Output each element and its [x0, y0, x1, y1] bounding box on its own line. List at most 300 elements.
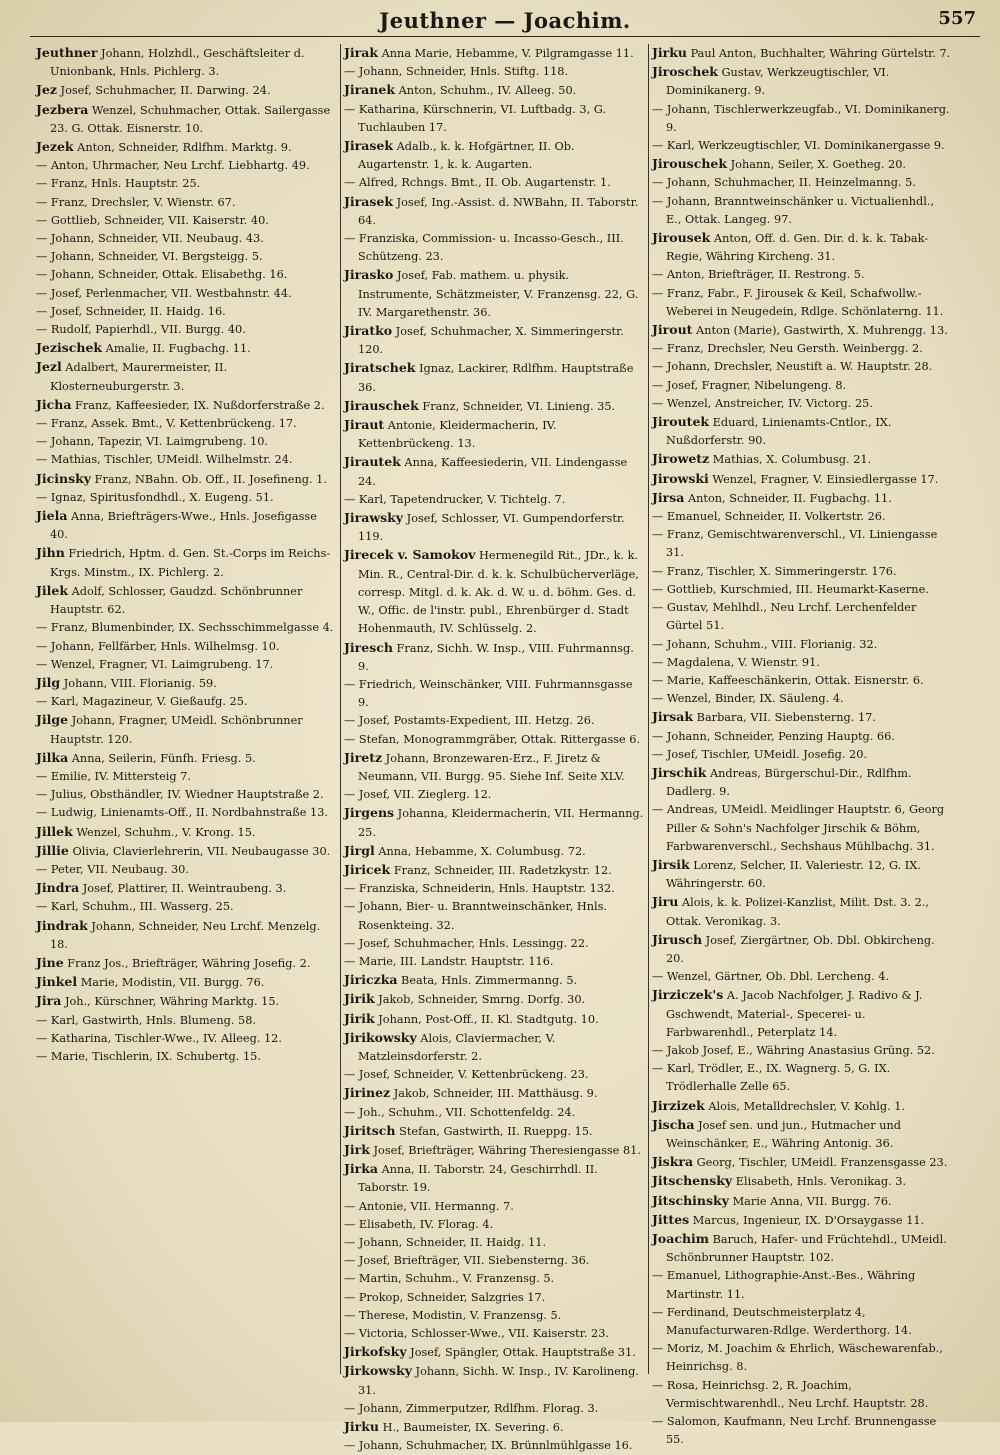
entry-surname: Jindra: [36, 880, 80, 896]
entry-details: — Anton, Briefträger, II. Restrong. 5.: [652, 268, 865, 282]
entry-details: Anton, Schuhm., IV. Alleeg. 50.: [395, 84, 577, 98]
column-1: [36, 44, 336, 1066]
directory-entry: [344, 322, 644, 359]
directory-entry: [344, 1252, 644, 1270]
directory-entry: [36, 898, 336, 916]
directory-entry: [344, 509, 644, 546]
entry-surname: Jirsa: [652, 489, 685, 505]
entry-details: — Ferdinand, Deutschmeisterplatz 4, Manufacturwaren-Rdlge. Werderthorg. 14.: [652, 1305, 912, 1338]
entry-surname: Jirousek: [652, 230, 711, 246]
page-number: 557: [938, 8, 976, 29]
entry-surname: Jirk: [344, 1141, 370, 1157]
entry-details: — Johann, Bier- u. Branntweinschänker, Hnls. Rosenkteing. 32.: [344, 900, 608, 932]
directory-entry: [36, 138, 336, 157]
entry-details: Anna, Kaffeesiederin, VII. Lindengasse 24.: [358, 456, 628, 488]
directory-entry: [652, 1116, 952, 1153]
directory-entry: [36, 248, 336, 266]
entry-details: — Katharina, Kürschnerin, VI. Luftbadg. 3, G. Tuchlauben 17.: [344, 102, 607, 134]
entry-details: Franz, Sichh. W. Insp., VIII. Fuhrmannsg. 9.: [358, 641, 634, 673]
entry-surname: Jezbera: [36, 101, 89, 117]
directory-entry: [344, 266, 644, 322]
entry-details: — Marie, Tischlerin, IX. Schubertg. 15.: [36, 1049, 261, 1063]
directory-entry: [652, 470, 952, 489]
entry-details: — Andreas, UMeidl. Meidlinger Hauptstr. 6, Georg Piller & Sohn's Nachfolger Jirschik & Böhm, Farbwarenverschl., Sechshaus Mühlbachg. 31.: [652, 803, 945, 853]
directory-entry: [652, 1097, 952, 1116]
directory-entry: [652, 654, 952, 672]
directory-entry: [36, 285, 336, 303]
entry-details: Jakob, Schneider, III. Matthäusg. 9.: [390, 1087, 598, 1101]
entry-details: — Wenzel, Anstreicher, IV. Victorg. 25.: [652, 396, 873, 410]
entry-surname: Jiraut: [344, 417, 385, 433]
column-3: [652, 44, 952, 1449]
directory-entry: [36, 470, 336, 489]
directory-entry: [36, 544, 336, 581]
entry-details: Anton, Schneider, II. Fugbachg. 11.: [684, 491, 892, 505]
entry-surname: Jittes: [652, 1211, 690, 1227]
entry-details: Josef, Plattirer, II. Weintraubeng. 3.: [79, 882, 287, 896]
entry-details: — Franz, Fabr., F. Jirousek & Keil, Schafwollw.-Weberei in Neugedein, Rdlge. Schönlaterng. 11.: [652, 286, 944, 318]
column-divider: [340, 44, 341, 1374]
entry-details: Baruch, Hafer- und Früchtehdl., UMeidl. Schönbrunner Hauptstr. 102.: [666, 1233, 947, 1265]
directory-entry: [652, 764, 952, 801]
directory-entry: [652, 101, 952, 137]
entry-details: Franz, Kaffeesieder, IX. Nußdorferstraße 2.: [71, 398, 325, 412]
entry-details: — Franz, Hnls. Hauptstr. 25.: [36, 177, 201, 191]
entry-details: Johann, Post-Off., II. Kl. Stadtgutg. 10.: [374, 1012, 599, 1026]
directory-entry: [344, 1325, 644, 1343]
entry-surname: Jirsik: [652, 856, 690, 872]
directory-entry: [344, 1362, 644, 1399]
entry-details: Anton, Off. d. Gen. Dir. d. k. k. Tabak-Regie, Währing Kircheng. 31.: [666, 232, 929, 264]
entry-details: — Emilie, IV. Mittersteig 7.: [36, 769, 191, 783]
entry-details: — Peter, VII. Neubaug. 30.: [36, 862, 189, 876]
entry-details: — Gottlieb, Kurschmied, III. Heumarkt-Kaserne.: [652, 582, 929, 596]
entry-details: Wenzel, Schuhmacher, Ottak. Sailergasse 23. G. Ottak. Eisnerstr. 10.: [50, 103, 331, 135]
directory-entry: [652, 1340, 952, 1376]
directory-entry: [652, 968, 952, 986]
directory-entry: [36, 879, 336, 898]
entry-details: — Rosa, Heinrichsg. 2, R. Joachim, Vermischtwarenhdl., Neu Lrchf. Hauptstr. 28.: [652, 1378, 929, 1410]
directory-entry: [652, 266, 952, 284]
directory-entry: [36, 656, 336, 674]
directory-entry: [652, 708, 952, 727]
entry-details: — Johann, Schneider, VII. Neubaug. 43.: [36, 232, 264, 246]
entry-details: — Josef, Briefträger, VII. Siebensterng. 36.: [344, 1254, 590, 1268]
entry-surname: Jitschensky: [652, 1173, 733, 1189]
entry-details: — Johann, Branntweinschänker u. Victualienhdl., E., Ottak. Langeg. 97.: [652, 194, 935, 226]
entry-details: — Emanuel, Schneider, II. Volkertstr. 26.: [652, 510, 886, 524]
directory-entry: [36, 842, 336, 861]
entry-surname: Jihn: [36, 545, 65, 561]
directory-entry: [652, 489, 952, 508]
entry-surname: Jilka: [36, 749, 69, 765]
entry-details: Anna, Briefträgers-Wwe., Hnls. Josefigasse 40.: [50, 510, 317, 542]
entry-details: Franz, NBahn. Ob. Off., II. Josefineng. 1.: [91, 472, 327, 486]
entry-details: H., Baumeister, IX. Severing. 6.: [379, 1421, 564, 1435]
directory-entry: [652, 1377, 952, 1413]
entry-details: — Mathias, Tischler, UMeidl. Wilhelmstr. 24.: [36, 453, 293, 467]
directory-entry: [344, 1343, 644, 1362]
directory-entry: [344, 546, 644, 638]
entry-details: — Franziska, Commission- u. Incasso-Gesch., III. Schützeng. 23.: [344, 232, 624, 264]
entry-details: Antonie, Kleidermacherin, IV. Kettenbrückeng. 13.: [358, 419, 557, 451]
entry-details: — Jakob Josef, E., Währing Anastasius Grüng. 52.: [652, 1043, 935, 1057]
directory-entry: [36, 711, 336, 748]
entry-details: — Karl, Schuhm., III. Wasserg. 25.: [36, 900, 234, 914]
directory-entry: [652, 526, 952, 562]
entry-surname: Jirkofsky: [344, 1344, 407, 1360]
entry-details: — Therese, Modistin, V. Franzensg. 5.: [344, 1308, 562, 1322]
directory-entry: [344, 1234, 644, 1252]
entry-details: — Franz, Gemischtwarenverschl., VI. Liniengasse 31.: [652, 528, 938, 560]
entry-details: Eduard, Linienamts-Cntlor., IX. Nußdorferstr. 90.: [666, 416, 892, 448]
entry-surname: Jirkowsky: [344, 1363, 412, 1379]
entry-details: Wenzel, Schuhm., V. Krong. 15.: [72, 825, 256, 839]
entry-details: — Katharina, Tischler-Wwe., IV. Alleeg. 12.: [36, 1031, 282, 1045]
directory-entry: [652, 1304, 952, 1340]
directory-entry: [344, 971, 644, 990]
entry-surname: Jirzizek: [652, 1097, 705, 1113]
directory-entry: [36, 749, 336, 768]
entry-surname: Jirgl: [344, 842, 375, 858]
entry-surname: Jirku: [652, 45, 687, 60]
entry-details: — Magdalena, V. Wienstr. 91.: [652, 655, 820, 669]
directory-entry: [36, 81, 336, 100]
entry-surname: Jilge: [36, 712, 69, 728]
directory-entry: [344, 137, 644, 174]
entry-details: — Elisabeth, IV. Florag. 4.: [344, 1217, 494, 1231]
entry-details: — Johann, Schuhm., VIII. Florianig. 32.: [652, 637, 878, 651]
directory-entry: [36, 507, 336, 544]
entry-surname: Jirowski: [652, 470, 709, 486]
directory-entry: [652, 155, 952, 174]
directory-entry: [652, 636, 952, 654]
entry-details: — Franz, Drechsler, V. Wienstr. 67.: [36, 195, 236, 209]
directory-entry: [652, 63, 952, 100]
entry-details: — Salomon, Kaufmann, Neu Lrchf. Brunnengasse 55.: [652, 1415, 937, 1447]
directory-entry: [652, 801, 952, 856]
entry-details: — Franz, Assek. Bmt., V. Kettenbrückeng. 17.: [36, 417, 297, 431]
entry-surname: Jiru: [652, 894, 679, 910]
entry-surname: Jiratschek: [344, 360, 416, 376]
entry-details: Johann, Schneider, Neu Lrchf. Menzelg. 18.: [50, 919, 321, 951]
entry-surname: Jiricek: [344, 861, 391, 877]
entry-details: — Moriz, M. Joachim & Ehrlich, Wäschewarenfab., Heinrichsg. 8.: [652, 1342, 943, 1374]
directory-entry: [36, 861, 336, 879]
directory-entry: [652, 672, 952, 690]
directory-entry: [344, 193, 644, 230]
directory-entry: [36, 768, 336, 786]
entry-surname: Jindrak: [36, 917, 88, 933]
directory-entry: [652, 728, 952, 746]
page-header: [30, 6, 980, 37]
directory-entry: [652, 1060, 952, 1096]
entry-surname: Jiroutek: [652, 414, 710, 430]
entry-surname: Jeuthner: [36, 45, 98, 60]
directory-entry: [652, 193, 952, 229]
directory-entry: [344, 1084, 644, 1103]
entry-details: — Johann, Schneider, Ottak. Elisabethg. 16.: [36, 268, 288, 282]
directory-entry: [36, 266, 336, 284]
directory-entry: [36, 973, 336, 992]
entry-details: Beata, Hnls. Zimmermanng. 5.: [397, 974, 578, 988]
entry-surname: Jirasek: [344, 193, 393, 209]
directory-entry: [652, 931, 952, 968]
directory-entry: [36, 194, 336, 212]
entry-details: Andreas, Bürgerschul-Dir., Rdlfhm. Dadlerg. 9.: [666, 766, 912, 799]
directory-entry: [652, 358, 952, 376]
entry-surname: Jezek: [36, 139, 74, 155]
entry-surname: Jiroschek: [652, 64, 718, 80]
directory-entry: [344, 453, 644, 490]
directory-entry: [344, 990, 644, 1009]
entry-details: — Karl, Werkzeugtischler, VI. Dominikanergasse 9.: [652, 139, 945, 153]
directory-entry: [652, 1153, 952, 1172]
directory-entry: [344, 731, 644, 749]
entry-details: Alois, Claviermacher, V. Matzleinsdorferstr. 2.: [358, 1031, 556, 1063]
directory-entry: [344, 1270, 644, 1288]
directory-entry: [652, 746, 952, 764]
directory-entry: [344, 1289, 644, 1307]
entry-details: Georg, Tischler, UMeidl. Franzensgasse 23.: [693, 1156, 948, 1170]
entry-details: Johann, Fragner, UMeidl. Schönbrunner Hauptstr. 120.: [50, 714, 303, 746]
entry-details: — Josef, Schneider, II. Haidg. 16.: [36, 304, 226, 318]
directory-entry: [36, 992, 336, 1011]
directory-entry: [344, 749, 644, 786]
directory-entry: [344, 63, 644, 81]
entry-details: — Ignaz, Spiritusfondhdl., X. Eugeng. 51.: [36, 490, 274, 504]
entry-surname: Jirautek: [344, 454, 401, 470]
directory-entry: [652, 174, 952, 192]
directory-entry: [36, 917, 336, 954]
entry-details: Johann, Sichh. W. Insp., IV. Karolineng. 31.: [358, 1365, 639, 1397]
directory-entry: [652, 581, 952, 599]
entry-details: — Karl, Gastwirth, Hnls. Blumeng. 58.: [36, 1013, 256, 1027]
directory-entry: [344, 842, 644, 861]
entry-details: Franz, Schneider, III. Radetzkystr. 12.: [390, 863, 612, 877]
entry-surname: Jiskra: [652, 1154, 694, 1170]
entry-details: — Johann, Schuhmacher, IX. Brünnlmühlgasse 16.: [344, 1439, 633, 1453]
entry-details: Josef, Ing.-Assist. d. NWBahn, II. Taborstr. 64.: [358, 195, 639, 227]
entry-details: Adalbert, Maurermeister, II. Klosterneuburgerstr. 3.: [50, 361, 228, 393]
entry-details: Gustav, Werkzeugtischler, VI. Dominikanerg. 9.: [666, 66, 890, 98]
directory-entry: [36, 358, 336, 395]
directory-entry: [344, 101, 644, 137]
entry-surname: Jezl: [36, 359, 62, 375]
directory-entry: [344, 1216, 644, 1234]
directory-entry: [652, 413, 952, 450]
directory-entry: [36, 693, 336, 711]
directory-entry: [344, 174, 644, 192]
directory-entry: [36, 101, 336, 138]
directory-entry: [344, 676, 644, 712]
entry-details: Olivia, Clavierlehrerin, VII. Neubaugasse 30.: [68, 844, 331, 858]
directory-entry: [344, 397, 644, 416]
entry-surname: Jiela: [36, 508, 68, 524]
entry-surname: Jiranek: [344, 82, 396, 98]
entry-details: — Marie, Kaffeeschänkerin, Ottak. Eisnerstr. 6.: [652, 673, 924, 687]
directory-entry: [652, 1172, 952, 1191]
directory-entry: [36, 823, 336, 842]
entry-surname: Jirziczek's: [652, 987, 724, 1003]
entry-surname: Jicinsky: [36, 470, 92, 486]
entry-surname: Jiritsch: [344, 1122, 396, 1138]
directory-entry: [344, 953, 644, 971]
entry-details: Anna Marie, Hebamme, V. Pilgramgasse 11.: [378, 47, 634, 60]
entry-surname: Jirikowsky: [344, 1029, 417, 1045]
directory-entry: [652, 1042, 952, 1060]
entry-details: — Josef, Fragner, Nibelungeng. 8.: [652, 378, 847, 392]
entry-surname: Jischa: [652, 1116, 695, 1132]
entry-details: — Gustav, Mehlhdl., Neu Lrchf. Lerchenfelder Gürtel 51.: [652, 601, 917, 633]
directory-entry: [344, 898, 644, 934]
entry-details: Johanna, Kleidermacherin, VII. Hermanng. 25.: [358, 807, 644, 839]
directory-entry: [36, 489, 336, 507]
entry-details: — Marie, III. Landstr. Hauptstr. 116.: [344, 954, 554, 968]
directory-entry: [652, 508, 952, 526]
entry-surname: Jillek: [36, 823, 73, 839]
entry-details: — Karl, Trödler, E., IX. Wagnerg. 5, G. IX. Trödlerhalle Zelle 65.: [652, 1062, 891, 1094]
entry-surname: Jilg: [36, 674, 61, 690]
entry-surname: Jirsak: [652, 709, 694, 725]
directory-entry: [344, 1066, 644, 1084]
directory-entry: [344, 1400, 644, 1418]
entry-details: — Martin, Schuhm., V. Franzensg. 5.: [344, 1272, 555, 1286]
directory-entry: [36, 230, 336, 248]
directory-entry: [344, 1418, 644, 1437]
entry-details: — Stefan, Monogrammgräber, Ottak. Rittergasse 6.: [344, 732, 641, 746]
entry-surname: Jirak: [344, 45, 379, 60]
directory-entry: [652, 599, 952, 635]
entry-details: — Victoria, Schlosser-Wwe., VII. Kaiserstr. 23.: [344, 1327, 610, 1341]
directory-entry: [36, 1012, 336, 1030]
entry-details: Adalb., k. k. Hofgärtner, II. Ob. Augartenstr. 1, k. k. Augarten.: [358, 140, 575, 172]
entry-surname: Jitschinsky: [652, 1192, 729, 1208]
entry-details: — Alfred, Rchngs. Bmt., II. Ob. Augartenstr. 1.: [344, 176, 611, 190]
directory-entry: [36, 44, 336, 81]
entry-surname: Jirka: [344, 1161, 379, 1177]
directory-entry: [344, 491, 644, 509]
entry-details: Lorenz, Selcher, II. Valeriestr. 12, G. IX. Währingerstr. 60.: [666, 858, 921, 891]
directory-entry: [36, 1030, 336, 1048]
entry-details: Joh., Kürschner, Währing Marktg. 15.: [61, 995, 280, 1009]
entry-details: Josef, Schuhmacher, II. Darwing. 24.: [56, 84, 271, 98]
entry-details: — Josef, Postamts-Expedient, III. Hetzg. 26.: [344, 714, 595, 728]
entry-surname: Jirik: [344, 1010, 375, 1026]
entry-details: Paul Anton, Buchhalter, Währing Gürtelstr. 7.: [687, 47, 951, 60]
entry-details: — Friedrich, Weinschänker, VIII. Fuhrmannsgasse 9.: [344, 677, 633, 710]
entry-details: Anton (Marie), Gastwirth, X. Muhrengg. 13.: [692, 324, 948, 338]
entry-surname: Jirgens: [344, 805, 395, 821]
entry-details: — Johann, Tapezir, VI. Laimgrubeng. 10.: [36, 435, 269, 449]
entry-details: — Anton, Uhrmacher, Neu Lrchf. Liebhartg. 49.: [36, 159, 310, 173]
entry-details: Johann, Bronzewaren-Erz., F. Jiretz & Neumann, VII. Burgg. 95. Siehe Inf. Seite XLV.: [358, 751, 625, 783]
entry-details: — Josef, Tischler, UMeidl. Josefig. 20.: [652, 747, 867, 761]
directory-entry: [344, 359, 644, 396]
entry-details: — Johann, Fellfärber, Hnls. Wilhelmsg. 10.: [36, 639, 280, 653]
directory-entry: [344, 44, 644, 63]
entry-details: Anna, II. Taborstr. 24, Geschirrhdl. II. Taborstr. 19.: [358, 1163, 598, 1195]
entry-details: Barbara, VII. Siebensterng. 17.: [693, 711, 876, 725]
directory-entry: [652, 137, 952, 155]
entry-surname: Jiresch: [344, 639, 393, 655]
entry-details: — Prokop, Schneider, Salzgries 17.: [344, 1290, 546, 1304]
entry-surname: Jira: [36, 993, 62, 1009]
directory-entry: [344, 880, 644, 898]
directory-entry: [652, 1211, 952, 1230]
directory-entry: [36, 804, 336, 822]
entry-surname: Jirschik: [652, 764, 707, 780]
entry-surname: Jiretz: [344, 749, 383, 765]
directory-entry: [344, 804, 644, 841]
directory-entry: [36, 396, 336, 415]
running-head: Jeuthner — Joachim.: [379, 8, 631, 33]
directory-entry: [36, 954, 336, 973]
directory-entry: [344, 1010, 644, 1029]
entry-surname: Jirinez: [344, 1085, 391, 1101]
entry-surname: Jicha: [36, 396, 72, 412]
directory-entry: [36, 175, 336, 193]
entry-details: — Ludwig, Linienamts-Off., II. Nordbahnstraße 13.: [36, 806, 329, 820]
entry-details: — Franz, Drechsler, Neu Gersth. Weinbergg. 2.: [652, 342, 923, 356]
entry-details: Franz, Schneider, VI. Linieng. 35.: [418, 399, 616, 413]
entry-details: Wenzel, Fragner, V. Einsiedlergasse 17.: [708, 472, 939, 486]
entry-details: — Emanuel, Lithographie-Anst.-Bes., Währing Martinstr. 11.: [652, 1269, 916, 1301]
entry-surname: Jirusch: [652, 931, 703, 947]
entry-details: — Johann, Drechsler, Neustift a. W. Hauptstr. 28.: [652, 360, 933, 374]
entry-details: — Rudolf, Papierhdl., VII. Burgg. 40.: [36, 323, 246, 337]
entry-details: Josef, Fab. mathem. u. physik. Instrumente, Schätzmeister, V. Franzensg. 22, G. IV. Margarethenstr. 36.: [358, 269, 639, 319]
directory-entry: [652, 450, 952, 469]
entry-details: Johann, Seiler, X. Goetheg. 20.: [727, 158, 906, 172]
entry-details: — Wenzel, Fragner, VI. Laimgrubeng. 17.: [36, 657, 274, 671]
directory-entry: [36, 415, 336, 433]
entry-surname: Jillie: [36, 842, 69, 858]
entry-details: — Wenzel, Gärtner, Ob. Dbl. Lercheng. 4.: [652, 970, 890, 984]
entry-surname: Jirik: [344, 991, 375, 1007]
entry-details: — Franz, Tischler, X. Simmeringerstr. 176.: [652, 564, 897, 578]
directory-entry: [344, 1104, 644, 1122]
entry-details: Josef, Schuhmacher, X. Simmeringerstr. 120.: [358, 325, 624, 357]
entry-surname: Jirasko: [344, 267, 394, 283]
entry-details: — Johann, Zimmerputzer, Rdlfhm. Florag. 3.: [344, 1401, 599, 1415]
entry-surname: Jirasek: [344, 138, 393, 154]
directory-entry: [344, 1122, 644, 1141]
directory-entry: [652, 1192, 952, 1211]
entry-surname: Jiratko: [344, 323, 393, 339]
entry-surname: Jilek: [36, 582, 69, 598]
directory-entry: [652, 340, 952, 358]
directory-entry: [344, 786, 644, 804]
directory-entry: [652, 229, 952, 266]
directory-entry: [36, 451, 336, 469]
entry-details: — Franz, Blumenbinder, IX. Sechsschimmelgasse 4.: [36, 621, 334, 635]
entry-details: Jakob, Schneider, Smrng. Dorfg. 30.: [374, 993, 586, 1007]
entry-details: Marcus, Ingenieur, IX. D'Orsaygasse 11.: [689, 1213, 925, 1227]
directory-entry: [344, 230, 644, 266]
entry-details: Josef sen. und jun., Hutmacher und Weinschänker, E., Währing Antonig. 36.: [666, 1118, 901, 1150]
entry-details: — Karl, Magazineur, V. Gießaufg. 25.: [36, 695, 248, 709]
entry-surname: Jez: [36, 82, 57, 98]
directory-entry: [652, 321, 952, 340]
entry-details: Hermenegild Rit., JDr., k. k. Min. R., Central-Dir. d. k. k. Schulbücherverläge, corresp. Mitgl. d. k. Ak. d. W. u. d. böhm. Ges. d. W., Offic. de l'instr. publ., Ehrenbürger d. Stadt Hohenmauth, IV. Schlüsselg. 2.: [358, 549, 639, 636]
entry-details: Amalie, II. Fugbachg. 11.: [102, 342, 251, 356]
entry-details: Stefan, Gastwirth, II. Rueppg. 15.: [395, 1124, 593, 1138]
entry-surname: Jiriczka: [344, 972, 398, 988]
entry-details: Alois, k. k. Polizei-Kanzlist, Milit. Dst. 3. 2., Ottak. Veronikag. 3.: [666, 896, 929, 928]
directory-entry: [344, 1437, 644, 1455]
entry-details: Ignaz, Lackirer, Rdlfhm. Hauptstraße 36.: [358, 362, 634, 394]
